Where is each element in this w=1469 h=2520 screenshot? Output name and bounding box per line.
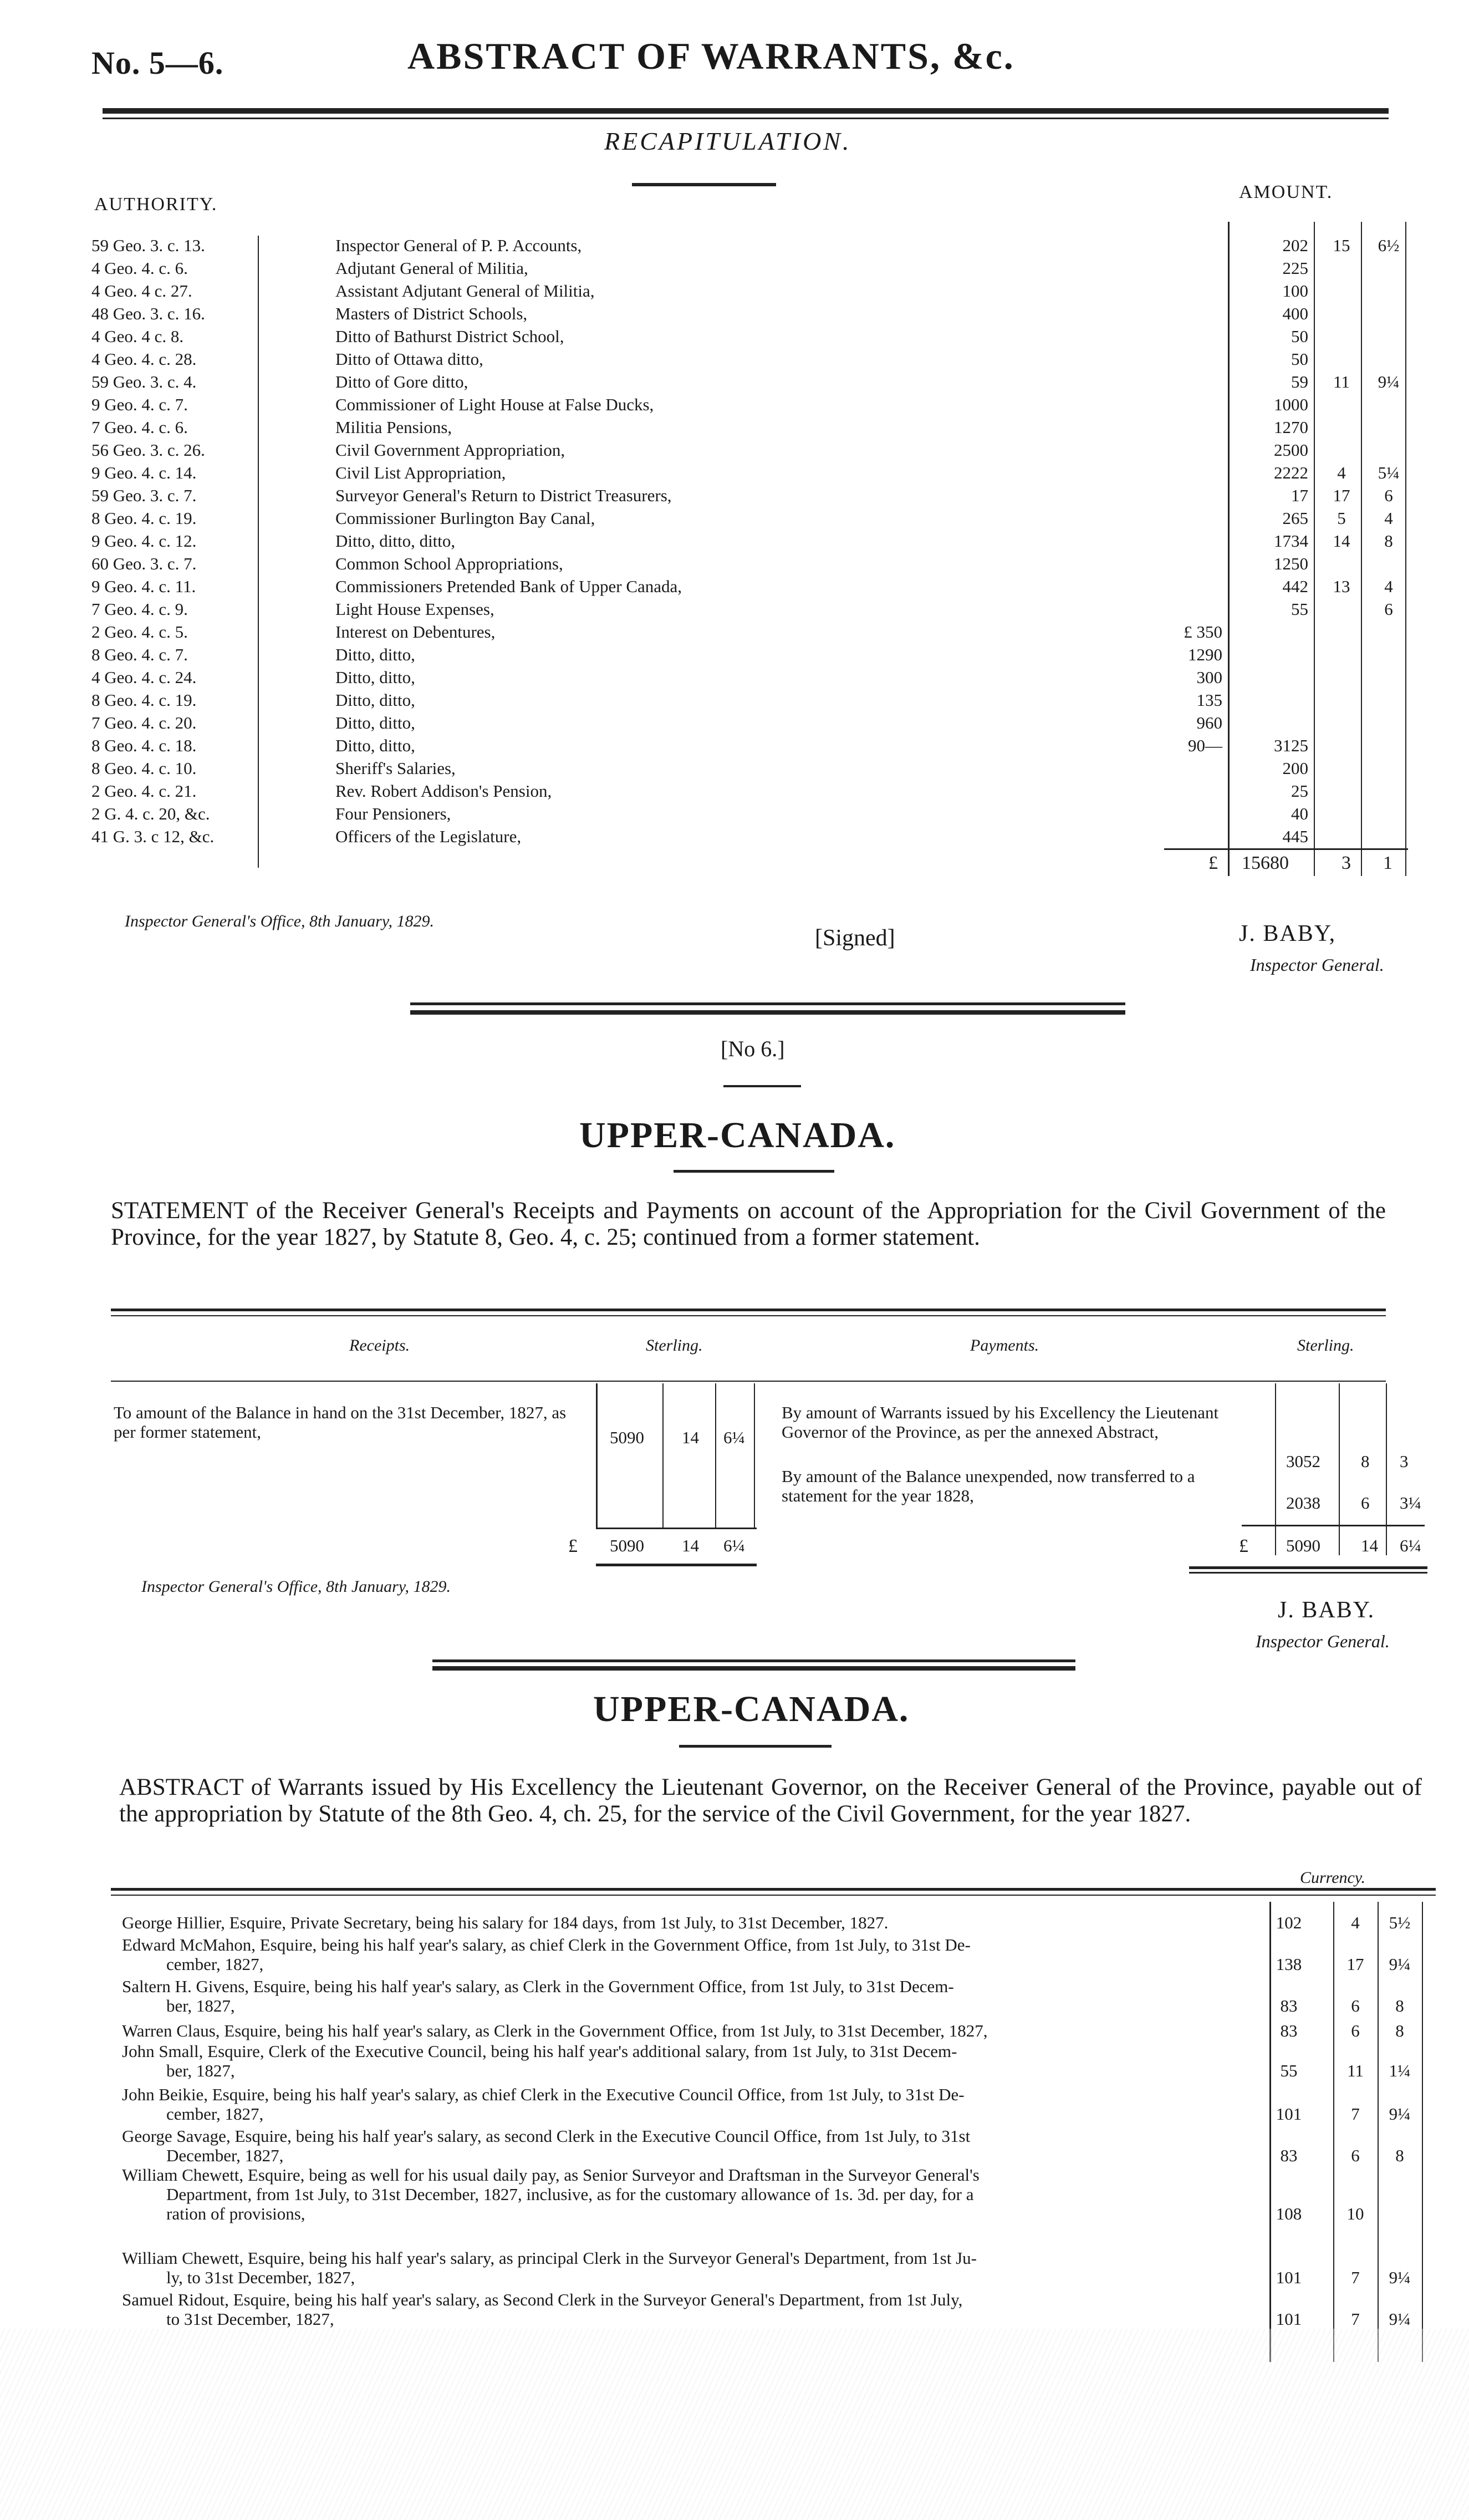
recap-pounds: 2222 — [1274, 463, 1308, 482]
abstract-pounds: 55 — [1280, 2061, 1298, 2080]
recap-pounds: 50 — [1291, 327, 1308, 346]
recap-pounds: 400 — [1282, 304, 1308, 323]
abstract-row-line-1: William Chewett, Esquire, being as well for his usual daily pay, as Senior Surveyor and Draftsman in the Surveyor General's — [122, 2165, 980, 2185]
abstract-shillings: 7 — [1351, 2309, 1360, 2329]
amount-header: AMOUNT. — [1239, 182, 1333, 202]
receipt-amount-rule-3 — [715, 1383, 716, 1528]
abstract-pounds: 101 — [1276, 2268, 1302, 2287]
recap-authority: 59 Geo. 3. c. 13. — [91, 236, 205, 255]
abstract-pence: 8 — [1395, 1996, 1404, 2015]
recap-pounds: 265 — [1282, 508, 1308, 528]
abstract-row-line-2: to 31st December, 1827, — [166, 2309, 334, 2329]
receipt-text — [114, 1403, 585, 1442]
recap-description: Commissioner of Light House at False Ducks, — [335, 395, 654, 414]
page-title: ABSTRACT OF WARRANTS, &c. — [407, 35, 1015, 77]
receipt-total-pounds: 5090 — [610, 1536, 644, 1555]
abstract-row-line-2: ber, 1827, — [166, 2061, 235, 2080]
payment-amount-rule-1 — [1275, 1383, 1276, 1555]
recap-pounds: 225 — [1282, 258, 1308, 278]
abstract-row — [122, 2085, 1411, 2124]
recap-total-pence: 1 — [1383, 853, 1393, 873]
receipt-amount-rule-2 — [662, 1383, 664, 1528]
abstract-row-line-3: ration of provisions, — [166, 2204, 305, 2223]
section-rule-1b — [410, 1010, 1125, 1015]
amount-column-rule-mid1 — [1314, 222, 1315, 876]
recap-shillings: 17 — [1333, 486, 1350, 505]
recap-authority: 56 Geo. 3. c. 26. — [91, 440, 205, 460]
recap-description: Ditto of Bathurst District School, — [335, 327, 564, 346]
abstract-shillings: 6 — [1351, 2146, 1360, 2165]
recap-authority: 8 Geo. 4. c. 18. — [91, 736, 197, 755]
statement-table-top-rule-a — [111, 1309, 1386, 1311]
recap-pence: 4 — [1384, 508, 1393, 528]
section-rule-1a — [410, 1002, 1125, 1005]
section-number-underline — [723, 1085, 801, 1087]
recap-pounds: 2500 — [1274, 440, 1308, 460]
payment-total-double-rule — [1189, 1566, 1427, 1569]
recap-pence: 4 — [1384, 577, 1393, 596]
statement-heading: UPPER-CANADA. — [579, 1115, 896, 1155]
abstract-heading-underline — [679, 1745, 832, 1748]
abstract-pounds: 83 — [1280, 1996, 1298, 2015]
abstract-row-line-1: Warren Claus, Esquire, being his half year's salary, as Clerk in the Government Office, from 1st July, to 31st December, 1827, — [122, 2021, 988, 2040]
recap-description: Common School Appropriations, — [335, 554, 563, 573]
recap-pounds: 59 — [1291, 372, 1308, 391]
recap-description: Ditto, ditto, — [335, 645, 415, 664]
payment-1-pounds: 3052 — [1286, 1452, 1320, 1471]
recap-description: Commissioners Pretended Bank of Upper Canada, — [335, 577, 682, 596]
recap-description: Ditto of Ottawa ditto, — [335, 349, 483, 369]
col-receipts: Receipts. — [349, 1336, 410, 1355]
abstract-table-top-rule-a — [111, 1888, 1436, 1891]
abstract-row-line-1: John Small, Esquire, Clerk of the Executive Council, being his half year's additional salary, from 1st July, to 31st Decem- — [122, 2042, 957, 2061]
abstract-pounds: 83 — [1280, 2146, 1298, 2165]
authority-column-rule — [258, 236, 259, 868]
section-rule-2b — [432, 1666, 1075, 1671]
signed-note: [Signed] — [815, 925, 895, 951]
recap-description: Ditto, ditto, — [335, 713, 415, 732]
recap-authority: 8 Geo. 4. c. 19. — [91, 690, 197, 710]
col-sterling-2: Sterling. — [1297, 1336, 1354, 1355]
recap-shillings: 4 — [1337, 463, 1346, 482]
statement-heading-underline — [674, 1170, 834, 1173]
recap-description: Interest on Debentures, — [335, 622, 496, 642]
recap-description: Light House Expenses, — [335, 599, 494, 619]
payment-1-shillings: 8 — [1361, 1452, 1370, 1471]
recap-pounds: 40 — [1291, 804, 1308, 823]
abstract-row-line-1: John Beikie, Esquire, being his half year's salary, as chief Clerk in the Executive Council Office, from 1st July, to 31st De- — [122, 2085, 965, 2104]
abstract-row-line-1: Edward McMahon, Esquire, being his half year's salary, as chief Clerk in the Government Office, from 1st July, to 31st De- — [122, 1935, 971, 1954]
payment-2-shillings: 6 — [1361, 1493, 1370, 1513]
statement-table-top-rule-b — [111, 1315, 1386, 1316]
recap-total-pound: £ — [1208, 853, 1218, 873]
recap-description: Ditto of Gore ditto, — [335, 372, 468, 391]
abstract-row — [122, 2248, 1411, 2287]
recap-pounds: 442 — [1282, 577, 1308, 596]
recap-description: Commissioner Burlington Bay Canal, — [335, 508, 595, 528]
abstract-row-line-2: ly, to 31st December, 1827, — [166, 2268, 355, 2287]
recap-description: Four Pensioners, — [335, 804, 451, 823]
abstract-row-line-1: George Savage, Esquire, being his half year's salary, as second Clerk in the Executive Council Office, from 1st July, to 31st — [122, 2126, 971, 2146]
recap-description: Ditto, ditto, — [335, 668, 415, 687]
payment-2-text-content: By amount of the Balance unexpended, now transferred to a statement for the year 1828, — [782, 1467, 1195, 1505]
abstract-row — [122, 2126, 1404, 2165]
abstract-pounds: 108 — [1276, 2204, 1302, 2223]
receipt-shillings: 14 — [682, 1428, 699, 1447]
recap-pounds: 50 — [1291, 349, 1308, 369]
recap-pence: 9¼ — [1378, 372, 1400, 391]
recap-authority: 2 Geo. 4. c. 5. — [91, 622, 188, 642]
statement-header-rule — [111, 1381, 1386, 1382]
col-payments: Payments. — [970, 1336, 1039, 1355]
payment-1-text-content: By amount of Warrants issued by his Excellency the Lieutenant Governor of the Province, as per the annexed Abstract, — [782, 1403, 1219, 1442]
receipt-total-shillings: 14 — [682, 1536, 699, 1555]
abstract-pounds: 83 — [1280, 2021, 1298, 2040]
recap-authority: 9 Geo. 4. c. 7. — [91, 395, 188, 414]
abstract-pence: 9¼ — [1389, 2268, 1411, 2287]
recap-description: Ditto, ditto, ditto, — [335, 531, 456, 551]
recap-pence: 6 — [1384, 486, 1393, 505]
abstract-row-line-2: cember, 1827, — [166, 1954, 264, 1974]
recap-subamount: 135 — [1196, 690, 1222, 710]
recap-description: Assistant Adjutant General of Militia, — [335, 281, 595, 301]
recap-authority: 48 Geo. 3. c. 16. — [91, 304, 205, 323]
abstract-pence: 5½ — [1389, 1913, 1411, 1932]
receipt-text-content: To amount of the Balance in hand on the 31st December, 1827, as per former statement, — [114, 1403, 567, 1442]
recap-subamount: 1290 — [1188, 645, 1222, 664]
recap-pence: 8 — [1384, 531, 1393, 551]
abstract-row-line-2: December, 1827, — [166, 2146, 284, 2165]
statement-paragraph-text: STATEMENT of the Receiver General's Receipts and Payments on account of the Appropriation for the Civil Government of the Province, for the year 1827, by Statute 8, Geo. 4, c. 25; continued from a former statement. — [111, 1198, 1386, 1250]
col-sterling-1: Sterling. — [646, 1336, 703, 1355]
recap-authority: 41 G. 3. c 12, &c. — [91, 827, 215, 846]
recap-pounds: 1000 — [1274, 395, 1308, 414]
abstract-row — [122, 2290, 1411, 2329]
payment-1-pence: 3 — [1400, 1452, 1409, 1471]
abstract-row — [122, 1977, 1404, 2015]
abstract-row — [122, 1913, 1411, 1932]
abstract-row-line-2: cember, 1827, — [166, 2104, 264, 2124]
recap-pence: 5¼ — [1378, 463, 1400, 482]
recap-description: Inspector General of P. P. Accounts, — [335, 236, 582, 255]
page-number: No. 5—6. — [91, 45, 224, 81]
abstract-shillings: 10 — [1346, 2204, 1364, 2223]
abstract-row — [122, 2165, 1364, 2223]
abstract-shillings: 7 — [1351, 2104, 1360, 2124]
recap-description: Civil List Appropriation, — [335, 463, 506, 482]
receipt-pence: 6¼ — [723, 1428, 745, 1447]
receipt-pounds: 5090 — [610, 1428, 644, 1447]
abstract-pence: 9¼ — [1389, 2309, 1411, 2329]
recap-authority: 4 Geo. 4. c. 28. — [91, 349, 197, 369]
abstract-pounds: 101 — [1276, 2309, 1302, 2329]
statement-office-date: Inspector General's Office, 8th January, 1829. — [141, 1577, 451, 1596]
recap-pounds: 17 — [1291, 486, 1308, 505]
abstract-pounds: 138 — [1276, 1954, 1302, 1974]
receipt-total-rule — [596, 1528, 757, 1529]
payment-total-shillings: 14 — [1361, 1536, 1378, 1555]
abstract-row-line-1: William Chewett, Esquire, being his half year's salary, as principal Clerk in the Surveyor General's Department, from 1st Ju- — [122, 2248, 977, 2268]
statement-paragraph — [111, 1198, 1386, 1251]
abstract-pence: 1¼ — [1389, 2061, 1411, 2080]
recap-subamount: 90— — [1188, 736, 1222, 755]
recap-pounds: 1734 — [1274, 531, 1308, 551]
section-number: [No 6.] — [721, 1036, 785, 1061]
payment-2-text — [782, 1467, 1258, 1505]
recap-subamount: 960 — [1196, 713, 1222, 732]
payment-1-text — [782, 1403, 1258, 1442]
payment-amount-rule-3 — [1386, 1383, 1387, 1555]
recap-authority: 59 Geo. 3. c. 7. — [91, 486, 197, 505]
recap-shillings: 5 — [1337, 508, 1346, 528]
recap-description: Sheriff's Salaries, — [335, 758, 456, 778]
recap-description: Surveyor General's Return to District Treasurers, — [335, 486, 672, 505]
recap-authority: 9 Geo. 4. c. 12. — [91, 531, 197, 551]
payment-2-pence: 3¼ — [1400, 1493, 1421, 1513]
recap-signer-title: Inspector General. — [1250, 955, 1384, 975]
recap-description: Civil Government Appropriation, — [335, 440, 565, 460]
abstract-shillings: 6 — [1351, 2021, 1360, 2040]
abstract-row-line-1: George Hillier, Esquire, Private Secretary, being his salary for 184 days, from 1st July, to 31st December, 1827. — [122, 1913, 889, 1932]
abstract-heading: UPPER-CANADA. — [593, 1689, 910, 1729]
recap-description: Officers of the Legislature, — [335, 827, 522, 846]
recap-authority: 7 Geo. 4. c. 6. — [91, 418, 188, 437]
header-rule-thick — [103, 108, 1389, 114]
recap-pounds: 100 — [1282, 281, 1308, 301]
abstract-shillings: 4 — [1351, 1913, 1360, 1932]
recap-total-shillings: 3 — [1342, 853, 1351, 873]
recap-pounds: 202 — [1282, 236, 1308, 255]
recap-authority: 8 Geo. 4. c. 10. — [91, 758, 197, 778]
recap-subamount: £ 350 — [1184, 622, 1222, 642]
abstract-pence: 9¼ — [1389, 1954, 1411, 1974]
abstract-row-line-2: ber, 1827, — [166, 1996, 235, 2015]
recap-authority: 8 Geo. 4. c. 19. — [91, 508, 197, 528]
receipt-amount-rule-1 — [596, 1383, 598, 1528]
statement-signer-title: Inspector General. — [1256, 1631, 1390, 1651]
recap-description: Adjutant General of Militia, — [335, 258, 528, 278]
abstract-pounds: 101 — [1276, 2104, 1302, 2124]
recap-authority: 59 Geo. 3. c. 4. — [91, 372, 197, 391]
recap-shillings: 11 — [1333, 372, 1350, 391]
abstract-pence: 8 — [1395, 2146, 1404, 2165]
recap-subamount: 300 — [1196, 668, 1222, 687]
abstract-row-line-2: Department, from 1st July, to 31st December, 1827, inclusive, as for the customary allowance of 1s. 3d. per day, for a — [166, 2185, 974, 2204]
recap-total-pounds: 15680 — [1242, 853, 1289, 873]
recap-authority: 9 Geo. 4. c. 11. — [91, 577, 196, 596]
recap-office-date: Inspector General's Office, 8th January, 1829. — [125, 912, 434, 930]
recap-authority: 9 Geo. 4. c. 14. — [91, 463, 197, 482]
recap-signer: J. BABY, — [1239, 921, 1337, 946]
abstract-shillings: 17 — [1346, 1954, 1364, 1974]
recap-authority: 4 Geo. 4. c. 24. — [91, 668, 197, 687]
recap-pence: 6½ — [1378, 236, 1400, 255]
recap-authority: 2 G. 4. c. 20, &c. — [91, 804, 210, 823]
abstract-row-line-1: Saltern H. Givens, Esquire, being his half year's salary, as Clerk in the Government Office, from 1st July, to 31st Decem- — [122, 1977, 954, 1996]
abstract-row — [122, 2021, 1404, 2040]
recap-shillings: 15 — [1333, 236, 1350, 255]
receipt-total-pence: 6¼ — [723, 1536, 745, 1555]
recap-description: Rev. Robert Addison's Pension, — [335, 781, 552, 801]
receipt-amount-rule-4 — [754, 1383, 755, 1528]
recap-shillings: 14 — [1333, 531, 1350, 551]
recap-pounds: 1250 — [1274, 554, 1308, 573]
recap-pounds: 445 — [1282, 827, 1308, 846]
recap-authority: 60 Geo. 3. c. 7. — [91, 554, 197, 573]
recap-shillings: 13 — [1333, 577, 1350, 596]
receipt-total-pound: £ — [568, 1536, 578, 1556]
payment-total-rule — [1242, 1525, 1425, 1526]
recap-description: Militia Pensions, — [335, 418, 452, 437]
recap-authority: 4 Geo. 4. c. 6. — [91, 258, 188, 278]
recap-pence: 6 — [1384, 599, 1393, 619]
abstract-paragraph-text: ABSTRACT of Warrants issued by His Excellency the Lieutenant Governor, on the Receiver General of the Province, payable out of the appropriation by Statute of the 8th Geo. 4, ch. 25, for the service of the Civil Government, for the year 1827. — [119, 1774, 1422, 1827]
abstract-pounds: 102 — [1276, 1913, 1302, 1932]
receipt-total-double-rule — [596, 1564, 757, 1566]
abstract-pence: 8 — [1395, 2021, 1404, 2040]
abstract-shillings: 7 — [1351, 2268, 1360, 2287]
recap-pounds: 200 — [1282, 758, 1308, 778]
amount-column-rule-left — [1228, 222, 1230, 876]
abstract-row — [122, 1935, 1411, 1974]
recap-pounds: 25 — [1291, 781, 1308, 801]
payment-total-double-rule-2 — [1189, 1572, 1427, 1574]
recap-pounds: 1270 — [1274, 418, 1308, 437]
payment-total-pound: £ — [1239, 1536, 1248, 1556]
recap-authority: 4 Geo. 4 c. 8. — [91, 327, 184, 346]
recap-description: Ditto, ditto, — [335, 736, 415, 755]
abstract-row-line-1: Samuel Ridout, Esquire, being his half year's salary, as Second Clerk in the Surveyor General's Department, from 1st July, — [122, 2290, 963, 2309]
header-rule-thin — [103, 118, 1389, 119]
abstract-table-top-rule-b — [111, 1895, 1436, 1896]
recap-underline — [632, 183, 776, 186]
abstract-paragraph — [119, 1774, 1422, 1827]
statement-signer: J. BABY. — [1278, 1597, 1375, 1623]
recap-description: Ditto, ditto, — [335, 690, 415, 710]
abstract-shillings: 6 — [1351, 1996, 1360, 2015]
recap-authority: 7 Geo. 4. c. 9. — [91, 599, 188, 619]
payment-total-pence: 6¼ — [1400, 1536, 1421, 1555]
abstract-shillings: 11 — [1347, 2061, 1364, 2080]
authority-header: AUTHORITY. — [94, 194, 218, 215]
abstract-row — [122, 2042, 1411, 2080]
section-rule-2a — [432, 1659, 1075, 1662]
payment-2-pounds: 2038 — [1286, 1493, 1320, 1513]
currency-header: Currency. — [1300, 1869, 1366, 1887]
recap-description: Masters of District Schools, — [335, 304, 528, 323]
recap-pounds: 55 — [1291, 599, 1308, 619]
abstract-pence: 9¼ — [1389, 2104, 1411, 2124]
paper-speckle — [0, 2329, 1469, 2520]
recap-authority: 2 Geo. 4. c. 21. — [91, 781, 197, 801]
recap-authority: 4 Geo. 4 c. 27. — [91, 281, 192, 301]
recap-authority: 7 Geo. 4. c. 20. — [91, 713, 197, 732]
recap-total-rule — [1164, 848, 1408, 850]
payment-total-pounds: 5090 — [1286, 1536, 1320, 1555]
recap-pounds: 3125 — [1274, 736, 1308, 755]
payment-amount-rule-2 — [1339, 1383, 1340, 1555]
recapitulation-title: RECAPITULATION. — [604, 127, 851, 155]
recap-authority: 8 Geo. 4. c. 7. — [91, 645, 188, 664]
